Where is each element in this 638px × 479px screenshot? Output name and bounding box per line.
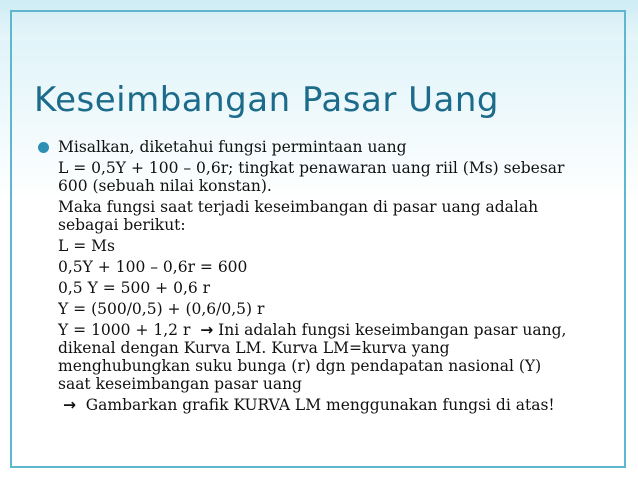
text-line-with-arrow <box>58 321 610 339</box>
text-line: sebagai berikut: <box>58 216 186 234</box>
instruction-text: Gambarkan grafik KURVA LM menggunakan fungsi di atas! <box>85 396 555 414</box>
bullet-dot-icon <box>38 142 49 153</box>
text-line-with-arrow <box>58 396 610 414</box>
text-line: saat keseimbangan pasar uang <box>58 375 302 393</box>
slide-content <box>40 138 610 414</box>
equation-text: Y = 1000 + 1,2 r <box>58 321 191 339</box>
arrow-right-icon: → <box>62 396 76 414</box>
text-line: dikenal dengan Kurva LM. Kurva LM=kurva yang <box>58 339 450 357</box>
text-line: 0,5 Y = 500 + 0,6 r <box>58 279 211 297</box>
text-line: L = 0,5Y + 100 – 0,6r; tingkat penawaran uang riil (Ms) sebesar <box>58 159 565 177</box>
equation-note: Ini adalah fungsi keseimbangan pasar uang, <box>218 321 567 339</box>
text-line: 600 (sebuah nilai konstan). <box>58 177 272 195</box>
bullet-item <box>40 138 610 156</box>
arrow-right-icon: → <box>200 321 214 339</box>
text-line: 0,5Y + 100 – 0,6r = 600 <box>58 258 248 276</box>
bullet-text: Misalkan, diketahui fungsi permintaan uang <box>58 138 407 156</box>
text-line: Maka fungsi saat terjadi keseimbangan di pasar uang adalah <box>58 198 539 216</box>
slide-title: Keseimbangan Pasar Uang <box>34 80 499 120</box>
text-line: menghubungkan suku bunga (r) dgn pendapatan nasional (Y) <box>58 357 542 375</box>
body-block <box>40 159 610 414</box>
text-line: Y = (500/0,5) + (0,6/0,5) r <box>58 300 265 318</box>
text-line: L = Ms <box>58 237 115 255</box>
